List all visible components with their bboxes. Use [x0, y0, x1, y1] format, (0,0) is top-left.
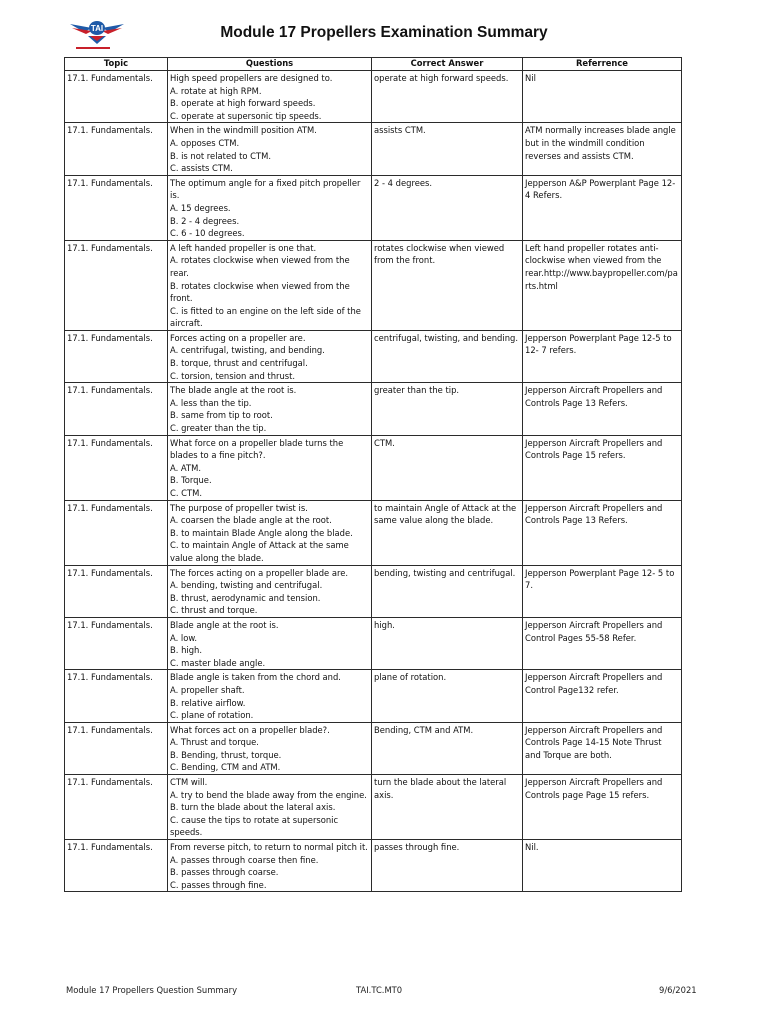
question-cell: The optimum angle for a fixed pitch propeller is. A. 15 degrees. B. 2 - 4 degrees. C. 6 - 10 degrees. — [168, 175, 372, 240]
column-header-topic: Topic — [65, 58, 168, 71]
table-row — [65, 565, 682, 617]
table-row — [65, 175, 682, 240]
page-title: Module 17 Propellers Examination Summary — [220, 24, 548, 41]
topic-cell: 17.1. Fundamentals. — [65, 617, 168, 669]
reference-cell: Jepperson Powerplant Page 12- 5 to 7. — [523, 565, 682, 617]
question-cell: Blade angle is taken from the chord and. A. propeller shaft. B. relative airflow. C. plane of rotation. — [168, 670, 372, 722]
topic-cell: 17.1. Fundamentals. — [65, 435, 168, 500]
table-row — [65, 775, 682, 840]
exam-summary-table — [64, 57, 682, 892]
topic-cell: 17.1. Fundamentals. — [65, 71, 168, 123]
reference-cell: ATM normally increases blade angle but in the windmill condition reverses and assists CTM. — [523, 123, 682, 175]
column-header-reference: Referrence — [523, 58, 682, 71]
reference-cell: Jepperson A&P Powerplant Page 12-4 Refers. — [523, 175, 682, 240]
question-cell: The forces acting on a propeller blade are. A. bending, twisting and centrifugal. B. thrust, aerodynamic and tension. C. thrust and torque. — [168, 565, 372, 617]
reference-cell: Jepperson Aircraft Propellers and Controls Page 14-15 Note Thrust and Torque are both. — [523, 722, 682, 774]
reference-cell: Jepperson Aircraft Propellers and Control Pages 55-58 Refer. — [523, 617, 682, 669]
reference-cell: Jepperson Aircraft Propellers and Controls Page 13 Refers. — [523, 383, 682, 435]
reference-cell: Jepperson Aircraft Propellers and Control Page132 refer. — [523, 670, 682, 722]
reference-cell: Nil. — [523, 840, 682, 892]
table-row — [65, 330, 682, 382]
question-cell: High speed propellers are designed to. A. rotate at high RPM. B. operate at high forward speeds. C. operate at supersonic tip speeds. — [168, 71, 372, 123]
question-cell: From reverse pitch, to return to normal pitch it. A. passes through coarse then fine. B. passes through coarse. C. passes through fine. — [168, 840, 372, 892]
answer-cell: greater than the tip. — [372, 383, 523, 435]
column-header-correct-answer: Correct Answer — [372, 58, 523, 71]
table-row — [65, 617, 682, 669]
topic-cell: 17.1. Fundamentals. — [65, 330, 168, 382]
footer-date: 9/6/2021 — [659, 985, 697, 995]
answer-cell: plane of rotation. — [372, 670, 523, 722]
topic-cell: 17.1. Fundamentals. — [65, 500, 168, 565]
reference-cell: Nil — [523, 71, 682, 123]
topic-cell: 17.1. Fundamentals. — [65, 840, 168, 892]
topic-cell: 17.1. Fundamentals. — [65, 775, 168, 840]
reference-cell: Left hand propeller rotates anti-clockwise when viewed from the rear.http://www.baypropeller.com/parts.html — [523, 240, 682, 330]
header-row — [65, 58, 682, 71]
question-cell: Forces acting on a propeller are. A. centrifugal, twisting, and bending. B. torque, thrust and centrifugal. C. torsion, tension and thrust. — [168, 330, 372, 382]
answer-cell: rotates clockwise when viewed from the front. — [372, 240, 523, 330]
answer-cell: 2 - 4 degrees. — [372, 175, 523, 240]
topic-cell: 17.1. Fundamentals. — [65, 383, 168, 435]
table-row — [65, 240, 682, 330]
answer-cell: CTM. — [372, 435, 523, 500]
footer-document-name: Module 17 Propellers Question Summary — [66, 985, 238, 995]
question-cell: What forces act on a propeller blade?. A. Thrust and torque. B. Bending, thrust, torque. C. Bending, CTM and ATM. — [168, 722, 372, 774]
question-cell: What force on a propeller blade turns the blades to a fine pitch?. A. ATM. B. Torque. C. CTM. — [168, 435, 372, 500]
answer-cell: assists CTM. — [372, 123, 523, 175]
question-cell: The purpose of propeller twist is. A. coarsen the blade angle at the root. B. to maintain Blade Angle along the blade. C. to maintain Angle of Attack at the same value along the blade. — [168, 500, 372, 565]
topic-cell: 17.1. Fundamentals. — [65, 240, 168, 330]
question-cell: When in the windmill position ATM. A. opposes CTM. B. is not related to CTM. C. assists CTM. — [168, 123, 372, 175]
table-row — [65, 435, 682, 500]
reference-cell: Jepperson Aircraft Propellers and Controls page Page 15 refers. — [523, 775, 682, 840]
answer-cell: passes through fine. — [372, 840, 523, 892]
topic-cell: 17.1. Fundamentals. — [65, 175, 168, 240]
question-cell: A left handed propeller is one that. A. rotates clockwise when viewed from the rear. B. rotates clockwise when viewed from the front. C. is fitted to an engine on the left side of the aircraft. — [168, 240, 372, 330]
answer-cell: turn the blade about the lateral axis. — [372, 775, 523, 840]
topic-cell: 17.1. Fundamentals. — [65, 722, 168, 774]
question-cell: The blade angle at the root is. A. less than the tip. B. same from tip to root. C. greater than the tip. — [168, 383, 372, 435]
answer-cell: Bending, CTM and ATM. — [372, 722, 523, 774]
question-cell: CTM will. A. try to bend the blade away from the engine. B. turn the blade about the lateral axis. C. cause the tips to rotate at supersonic speeds. — [168, 775, 372, 840]
table-row — [65, 670, 682, 722]
logo-text: TAI — [90, 24, 104, 33]
footer-document-code: TAI.TC.MT0 — [356, 985, 403, 995]
answer-cell: high. — [372, 617, 523, 669]
topic-cell: 17.1. Fundamentals. — [65, 123, 168, 175]
reference-cell: Jepperson Powerplant Page 12-5 to 12- 7 refers. — [523, 330, 682, 382]
table-row — [65, 123, 682, 175]
topic-cell: 17.1. Fundamentals. — [65, 565, 168, 617]
table-row — [65, 500, 682, 565]
answer-cell: operate at high forward speeds. — [372, 71, 523, 123]
topic-cell: 17.1. Fundamentals. — [65, 670, 168, 722]
table-row — [65, 71, 682, 123]
table-row — [65, 840, 682, 892]
table-row — [65, 383, 682, 435]
answer-cell: bending, twisting and centrifugal. — [372, 565, 523, 617]
answer-cell: to maintain Angle of Attack at the same value along the blade. — [372, 500, 523, 565]
reference-cell: Jepperson Aircraft Propellers and Controls Page 13 Refers. — [523, 500, 682, 565]
column-header-questions: Questions — [168, 58, 372, 71]
table-row — [65, 722, 682, 774]
question-cell: Blade angle at the root is. A. low. B. high. C. master blade angle. — [168, 617, 372, 669]
reference-cell: Jepperson Aircraft Propellers and Controls Page 15 refers. — [523, 435, 682, 500]
answer-cell: centrifugal, twisting, and bending. — [372, 330, 523, 382]
